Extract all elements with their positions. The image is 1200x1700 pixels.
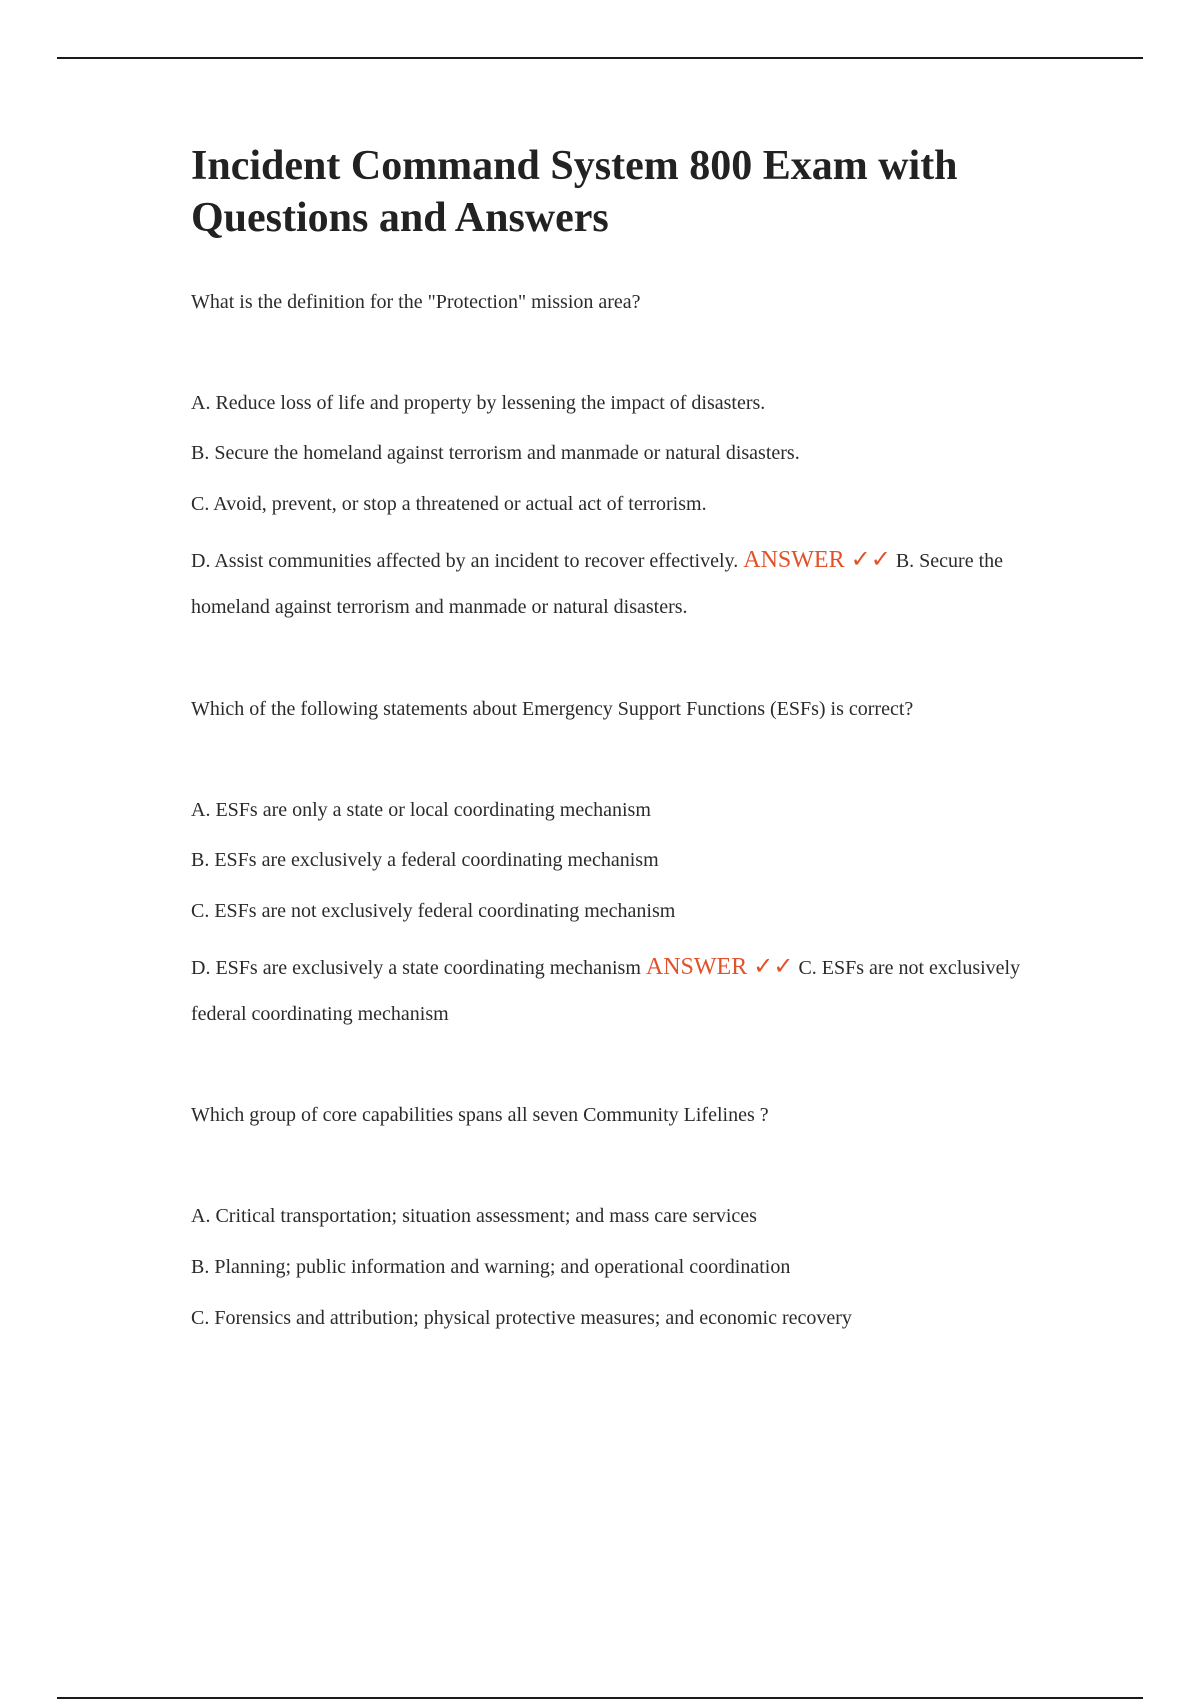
question-1-option-c: C. Avoid, prevent, or stop a threatened or actual act of terrorism. bbox=[191, 493, 707, 515]
question-3-text: Which group of core capabilities spans all seven Community Lifelines ? bbox=[191, 1104, 769, 1126]
question-1-option-a: A. Reduce loss of life and property by lessening the impact of disasters. bbox=[191, 392, 766, 414]
question-1-answer-label: ANSWER ✓✓ bbox=[743, 547, 891, 573]
question-2-option-c: C. ESFs are not exclusively federal coordinating mechanism bbox=[191, 900, 676, 922]
question-2-option-d bbox=[191, 944, 1071, 1037]
question-3-option-a: A. Critical transportation; situation assessment; and mass care services bbox=[191, 1205, 757, 1227]
document-title: Incident Command System 800 Exam with Questions and Answers bbox=[191, 143, 958, 241]
question-1-option-d-text: D. Assist communities affected by an incident to recover effectively. bbox=[191, 550, 739, 572]
bottom-rule bbox=[57, 1697, 1143, 1699]
question-2-option-d-text: D. ESFs are exclusively a state coordinating mechanism bbox=[191, 957, 641, 979]
question-2-answer-label: ANSWER ✓✓ bbox=[645, 954, 794, 980]
document-body bbox=[191, 140, 1071, 1329]
question-2-option-a: A. ESFs are only a state or local coordinating mechanism bbox=[191, 799, 651, 821]
top-rule bbox=[57, 57, 1143, 59]
question-2-answer-text: C. ESFs are not exclusively federal coordinating mechanism bbox=[191, 957, 1021, 1025]
question-3-option-c: C. Forensics and attribution; physical protective measures; and economic recovery bbox=[191, 1307, 852, 1329]
question-1-option-d bbox=[191, 537, 1071, 630]
question-2-option-b: B. ESFs are exclusively a federal coordinating mechanism bbox=[191, 849, 659, 871]
question-1-option-b: B. Secure the homeland against terrorism and manmade or natural disasters. bbox=[191, 442, 800, 464]
question-3-option-b: B. Planning; public information and warning; and operational coordination bbox=[191, 1256, 791, 1278]
question-1-answer-text: B. Secure the homeland against terrorism and manmade or natural disasters. bbox=[191, 550, 1003, 618]
question-2-text: Which of the following statements about Emergency Support Functions (ESFs) is correct? bbox=[191, 698, 914, 720]
question-1-text: What is the definition for the "Protection" mission area? bbox=[191, 291, 641, 313]
